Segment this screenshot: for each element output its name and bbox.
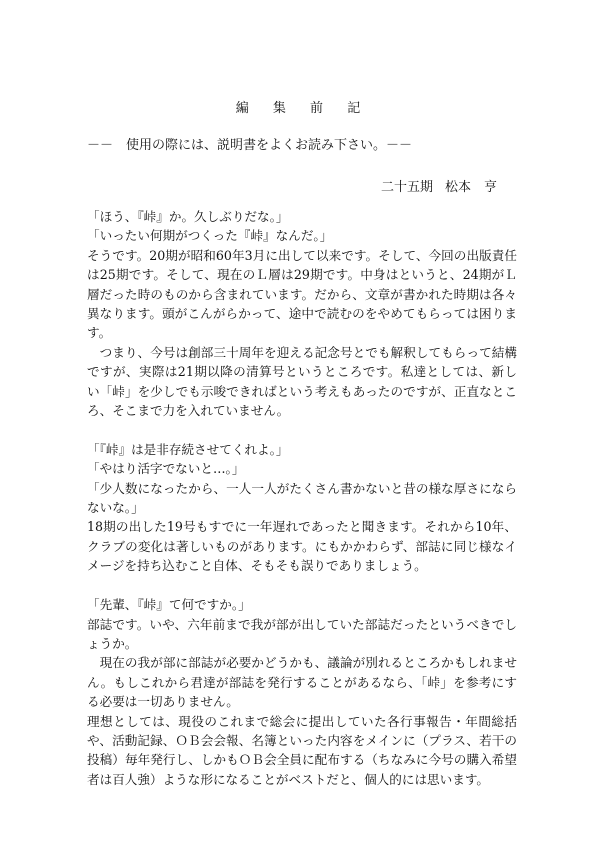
paragraph: 「少人数になったから、一人一人がたくさん書かないと昔の様な厚さにならないな。」 xyxy=(87,480,518,516)
author-name: 松本 亨 xyxy=(445,180,498,195)
paragraph: 18期の出した19号もすでに一年遅れであったと聞きます。それから10年、クラブの変化は著しいものがあります。にもかかわらず、部誌に同じ様なイメージを持ち込むこと自体、そもそも誤りでありましょう。 xyxy=(87,519,517,574)
paragraph: つまり、今号は創部三十周年を迎える記念号とでも解釈してもらって結構ですが、実際は21期以降の清算号というところです。私達としては、新しい「峠」を少しでも示唆できればという考えもあったのですが、正直なところ、そこまで力を入れていません。 xyxy=(87,344,517,419)
body-text xyxy=(87,207,517,789)
paragraph-gap xyxy=(87,576,517,595)
paragraph: 「ほう、『峠』か。久しぶりだな。」 xyxy=(87,209,289,224)
paragraph: 「いったい何期がつくった『峠』なんだ。」 xyxy=(87,228,333,244)
paragraph: そうです。20期が昭和60年3月に出して以来です。そして、今回の出版責任は25期です。そして、現在のＬ層は29期です。中身はというと、24期がＬ層だった時のものから含まれています。だから、文章が書かれた時期は各々異なります。頭がこんがらかって、途中で読むのをやめてもらっては困ります。 xyxy=(87,247,517,341)
paragraph: 現在の我が部に部誌が必要かどうかも、議論が別れるところかもしれません。もしこれから君達が部誌を発行することがあるなら、「峠」を参考にする必要は一切ありません。 xyxy=(87,655,517,710)
paragraph: 「『峠』は是非存続させてくれよ。」 xyxy=(87,441,289,457)
paragraph: 部誌です。いや、六年前まで我が部が出していた部誌だったというべきでしょうか。 xyxy=(87,616,517,651)
paragraph: 「やはり活字でないと…。」 xyxy=(87,461,245,477)
author-period: 二十五期 xyxy=(381,180,434,195)
paragraph-gap xyxy=(87,420,517,439)
paragraph: 理想としては、現役のこれまで総会に提出していた各行事報告・年間総括や、活動記録、ＯＢ会会報、名簿といった内容をメインに（プラス、若干の投稿）毎年発行し、しかもＯＢ会全員に配布する（ちなみに今号の購入希望者は百人強）ような形になることがベストだと、個人的には思います。 xyxy=(87,713,517,787)
subtitle: －－ 使用の際には、説明書をよくお読み下さい。－－ xyxy=(87,138,413,153)
page-title: 編 集 前 記 xyxy=(235,101,371,116)
paragraph: 「先輩、『峠』て何ですか。」 xyxy=(87,597,251,613)
author-line xyxy=(381,176,497,195)
